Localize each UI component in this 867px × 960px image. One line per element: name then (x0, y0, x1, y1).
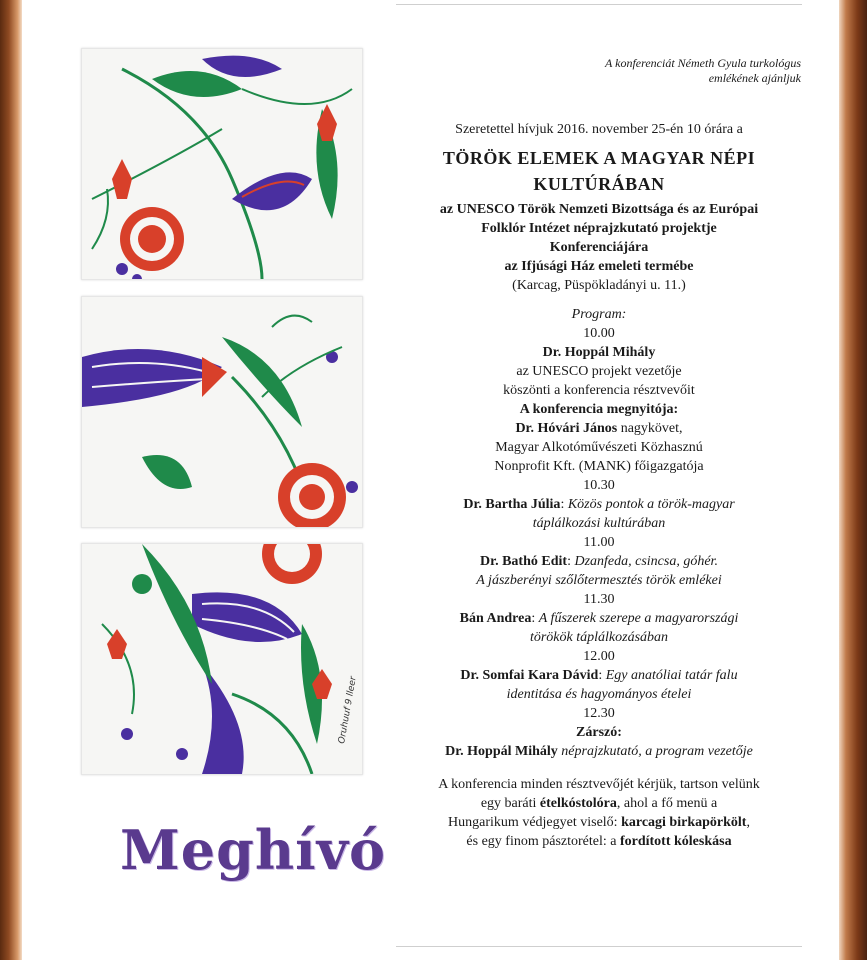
speaker-bartha-colon: : (560, 497, 568, 512)
dedication (541, 56, 801, 86)
speaker-batho: Dr. Bathó Edit (480, 554, 568, 569)
footer-line-3 (396, 813, 802, 832)
title-line-2: KULTÚRÁBAN (533, 174, 665, 194)
speaker-hovari-org-1: Magyar Alkotóművészeti Közhasznú (495, 440, 703, 455)
dedication-line-2: emlékének ajánljuk (708, 71, 801, 85)
footer-line-1: A konferencia minden résztvevőjét kérjük, tartson velünk (438, 777, 760, 792)
speaker-somfai: Dr. Somfai Kara Dávid (460, 668, 599, 683)
speaker-hoppal-action: köszönti a konferencia résztvevőit (503, 383, 695, 398)
speaker-ban: Bán Andrea (459, 611, 532, 626)
program-heading: Program: (571, 307, 627, 322)
closing-line (396, 742, 802, 761)
invitation-body (396, 120, 802, 851)
dish-koleskasa: fordított kóleskása (619, 834, 732, 849)
tulip-leaf-pattern (82, 297, 362, 527)
title-line-1: TÖRÖK ELEMEK A MAGYAR NÉPI (442, 148, 756, 168)
organizer-line-3: Konferenciájára (549, 240, 649, 255)
talk-ban-title-2: törökök táplálkozásában (529, 630, 669, 645)
time-1030: 10.30 (583, 478, 615, 493)
footer-line-3a: Hungarikum védjegyet viselő: (448, 815, 622, 830)
tulip-carnation-pattern (82, 49, 362, 279)
time-1130: 11.30 (583, 592, 615, 607)
talk-bartha-title-1: Közös pontok a török-magyar (567, 497, 735, 512)
talk-somfai-title-1: Egy anatóliai tatár falu (605, 668, 738, 683)
time-1200: 12.00 (583, 649, 615, 664)
organizer-line-2: Folklór Intézet néprajzkutató projektje (481, 221, 717, 236)
closing-speaker: Dr. Hoppál Mihály (445, 744, 558, 759)
footer-line-4a: és egy finom pásztorétel: a (466, 834, 620, 849)
iznik-tile-top (81, 48, 363, 280)
time-1230: 12.30 (583, 706, 615, 721)
top-divider (396, 4, 802, 5)
speaker-hovari (396, 419, 802, 438)
iznik-tile-bottom (81, 543, 363, 775)
talk-bartha-title-2: táplálkozási kultúrában (532, 516, 666, 531)
talk-batho (396, 552, 802, 571)
organizer-line-4: az Ifjúsági Ház emeleti termébe (504, 259, 694, 274)
speaker-hovari-rest: nagykövet, (617, 421, 683, 436)
closing-role: néprajzkutató, a program vezetője (557, 744, 753, 759)
footer-line-2c: , ahol a fő menü a (616, 796, 718, 811)
talk-batho-title-2: A jászberényi szőlőtermesztés török emlékei (476, 573, 722, 588)
intro-line: Szeretettel hívjuk 2016. november 25-én 10 órára a (455, 122, 743, 137)
food-tasting: ételkóstolóra (539, 796, 617, 811)
iznik-tile-middle (81, 296, 363, 528)
artist-signature: Oruhuuf 9 lleer (337, 675, 359, 745)
speaker-hovari-org-2: Nonprofit Kft. (MANK) főigazgatója (494, 459, 704, 474)
time-1100: 11.00 (583, 535, 615, 550)
speaker-somfai-colon: : (598, 668, 606, 683)
speaker-hoppal-role: az UNESCO projekt vezetője (516, 364, 682, 379)
footer-line-2a: egy baráti (480, 796, 540, 811)
talk-ban-title-1: A fűszerek szerepe a magyarországi (538, 611, 739, 626)
talk-somfai-title-2: identitása és hagyományos ételei (506, 687, 692, 702)
invitation-heading: Meghívó (120, 818, 387, 882)
closing-heading: Zárszó: (576, 725, 622, 740)
footer-line-3c: , (746, 815, 750, 830)
speaker-hoppal: Dr. Hoppál Mihály (542, 345, 656, 360)
speaker-bartha: Dr. Bartha Júlia (463, 497, 561, 512)
time-1000: 10.00 (583, 326, 615, 341)
talk-bartha (396, 495, 802, 514)
footer-line-4 (396, 832, 802, 851)
organizer-line-1: az UNESCO Török Nemzeti Bizottsága és az Európai (439, 202, 759, 217)
speaker-hovari-name: Dr. Hóvári János (515, 421, 618, 436)
bottom-divider (396, 946, 802, 947)
right-decorative-border (839, 0, 867, 960)
address: (Karcag, Püspökladányi u. 11.) (512, 278, 686, 293)
dish-birkaporkolt: karcagi birkapörkölt (621, 815, 747, 830)
talk-ban (396, 609, 802, 628)
speaker-ban-colon: : (531, 611, 539, 626)
opener-heading: A konferencia megnyitója: (519, 402, 679, 417)
talk-batho-title-1: Dzanfeda, csincsa, góhér. (574, 554, 718, 569)
footer-line-2 (396, 794, 802, 813)
tulip-bouquet-pattern (82, 544, 362, 774)
left-decorative-border (0, 0, 22, 960)
dedication-line-1: A konferenciát Németh Gyula turkológus (605, 56, 801, 70)
talk-somfai (396, 666, 802, 685)
speaker-batho-colon: : (567, 554, 575, 569)
